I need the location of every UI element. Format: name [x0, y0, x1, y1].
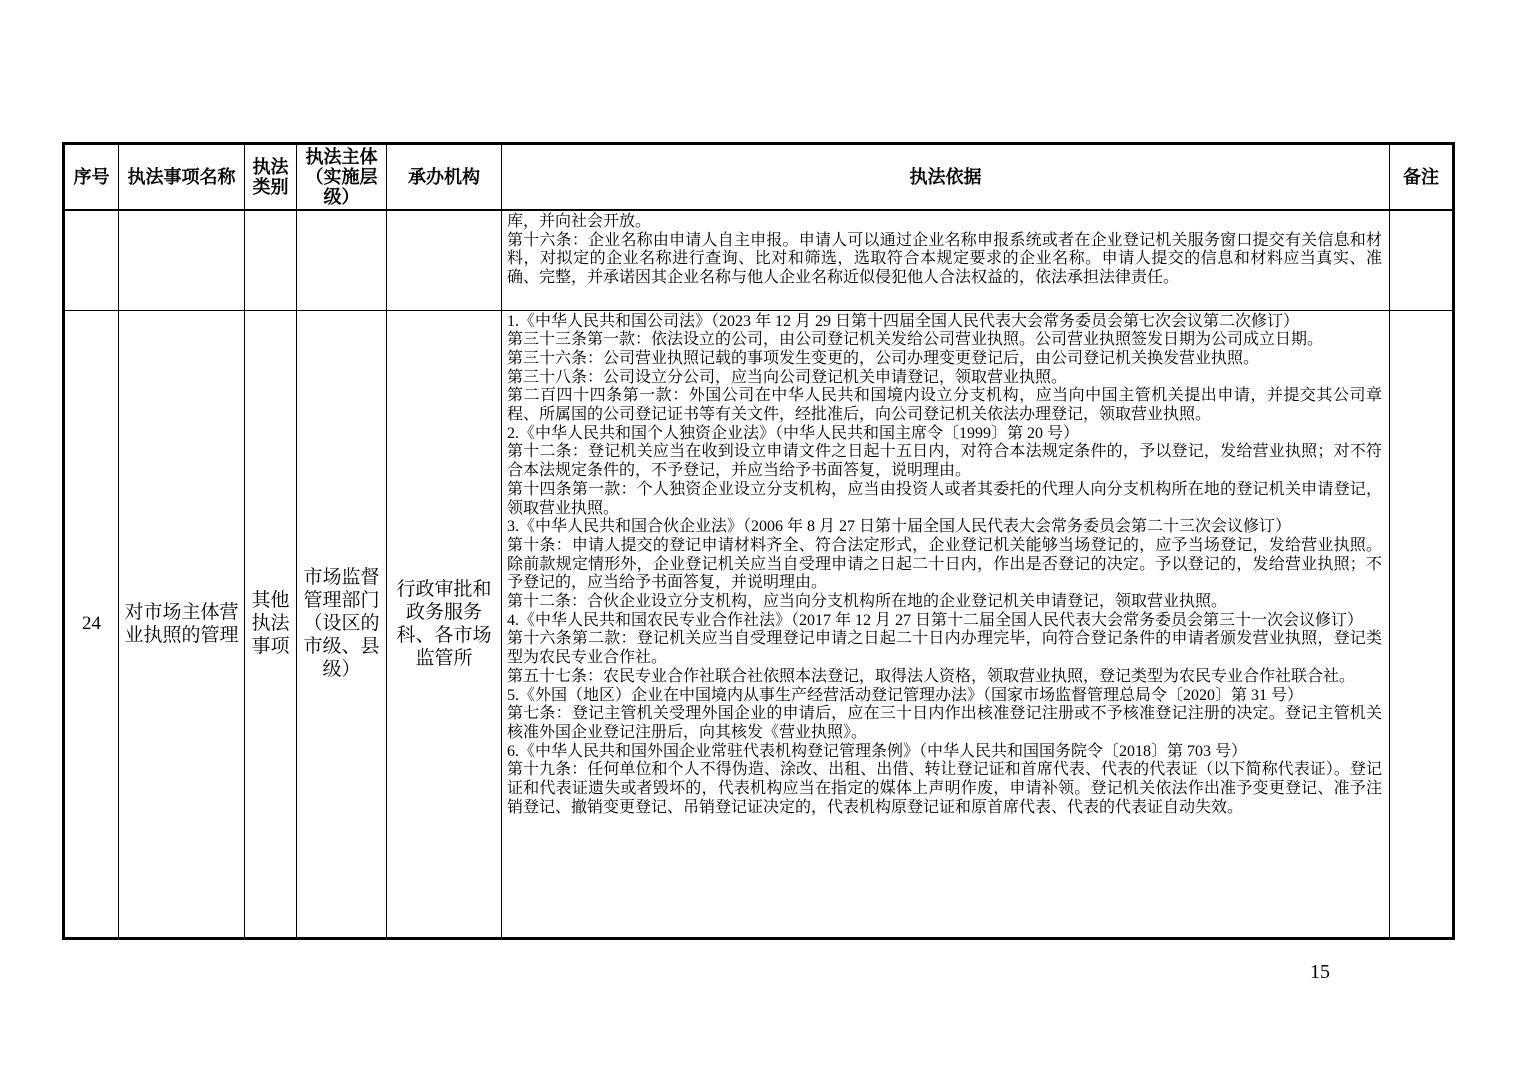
basis-paragraph: 第七条：登记主管机关受理外国企业的申请后，应在三十日内作出核准登记注册或不予核准登记注册的决定。登记主管机关核准外国企业登记注册后，向其核发《营业执照》。 [507, 705, 1382, 741]
basis-paragraph: 第三十八条：公司设立分公司，应当向公司登记机关申请登记，领取营业执照。 [507, 368, 1068, 386]
cell-item-name [119, 210, 245, 310]
cell-subject: 市场监督管理部门（设区的市级、县级） [297, 310, 387, 938]
basis-paragraph: 2.《中华人民共和国个人独资企业法》（中华人民共和国主席令〔1999〕第 20 号） [507, 424, 1080, 442]
col-header-category: 执法类别 [245, 144, 297, 211]
cell-category [245, 210, 297, 310]
cell-remark [1390, 310, 1454, 938]
cell-item-name: 对市场主体营业执照的管理 [119, 310, 245, 938]
basis-paragraphs [507, 313, 1382, 818]
basis-paragraph: 1.《中华人民共和国公司法》（2023 年 12 月 29 日第十四届全国人民代表大会常务委员会第七次会议第二次修订） [507, 312, 1300, 330]
basis-paragraph: 第三十六条：公司营业执照记载的事项发生变更的，公司办理变更登记后，由公司登记机关换发营业执照。 [507, 349, 1260, 367]
col-header-item-name: 执法事项名称 [119, 144, 245, 211]
col-header-agency: 承办机构 [387, 144, 502, 211]
cell-seq: 24 [64, 310, 119, 938]
page-number: 15 [1310, 961, 1330, 983]
basis-paragraph: 库，并向社会开放。 [507, 213, 652, 230]
basis-paragraph: 第十四条第一款：个人独资企业设立分支机构，应当由投资人或者其委托的代理人向分支机构所在地的登记机关申请登记，领取营业执照。 [507, 480, 1382, 517]
basis-paragraph: 第十二条：登记机关应当在收到设立申请文件之日起十五日内，对符合本法规定条件的，予以登记，发给营业执照；对不符合本法规定条件的，不予登记，并应当给予书面答复，说明理由。 [507, 443, 1382, 480]
table-header-row [64, 144, 1454, 211]
basis-paragraph: 第十条：申请人提交的登记申请材料齐全、符合法定形式，企业登记机关能够当场登记的，应予当场登记，发给营业执照。除前款规定情形外，企业登记机关应当自受理申请之日起二十日内，作出是否登记的决定。予以登记的，发给营业执照；不予登记的，应当给予书面答复，并说明理由。 [507, 536, 1382, 592]
cell-category: 其他执法事项 [245, 310, 297, 938]
basis-paragraph: 第二百四十四条第一款：外国公司在中华人民共和国境内设立分支机构，应当向中国主管机关提出申请，并提交其公司章程、所属国的公司登记证书等有关文件，经批准后，向公司登记机关依法办理登记，领取营业执照。 [507, 387, 1382, 424]
basis-paragraph: 第十六条第二款：登记机关应当自受理登记申请之日起二十日内办理完毕，向符合登记条件的申请者颁发营业执照，登记类型为农民专业合作社。 [507, 630, 1382, 667]
basis-paragraph: 6.《中华人民共和国外国企业常驻代表机构登记管理条例》（中华人民共和国国务院令〔2018〕第 703 号） [507, 742, 1248, 760]
table-row-24 [64, 310, 1454, 938]
cell-basis [502, 210, 1390, 310]
basis-paragraph: 4.《中华人民共和国农民专业合作社法》（2017 年 12 月 27 日第十二届全国人民代表大会常务委员会第三十一次会议修订） [507, 611, 1364, 629]
enforcement-items-table [62, 142, 1455, 940]
cell-remark [1390, 210, 1454, 310]
col-header-basis: 执法依据 [502, 144, 1390, 211]
basis-paragraph: 第十九条：任何单位和个人不得伪造、涂改、出租、出借、转让登记证和首席代表、代表的代表证（以下简称代表证）。登记证和代表证遗失或者毁坏的，代表机构应当在指定的媒体上声明作废，申请补领。登记机关依法作出准予变更登记、准予注销登记、撤销变更登记、吊销登记证决定的，代表机构原登记证和原首席代表、代表的代表证自动失效。 [507, 761, 1382, 816]
basis-paragraph: 第十二条：合伙企业设立分支机构，应当向分支机构所在地的企业登记机关申请登记，领取营业执照。 [507, 593, 1228, 611]
basis-paragraphs [507, 213, 1382, 288]
basis-paragraph: 第十六条：企业名称由申请人自主申报。申请人可以通过企业名称申报系统或者在企业登记机关服务窗口提交有关信息和材料，对拟定的企业名称进行查询、比对和筛选，选取符合本规定要求的企业名称。申请人提交的信息和材料应当真实、准确、完整，并承诺因其企业名称与他人企业名称近似侵犯他人合法权益的，依法承担法律责任。 [507, 231, 1382, 287]
basis-paragraph: 3.《中华人民共和国合伙企业法》（2006 年 8 月 27 日第十届全国人民代表大会常务委员会第二十三次会议修订） [507, 518, 1292, 536]
basis-paragraph: 第三十三条第一款：依法设立的公司，由公司登记机关发给公司营业执照。公司营业执照签发日期为公司成立日期。 [507, 331, 1324, 349]
cell-subject [297, 210, 387, 310]
col-header-remark: 备注 [1390, 144, 1454, 211]
cell-basis [502, 310, 1390, 938]
cell-agency: 行政审批和政务服务科、各市场监管所 [387, 310, 502, 938]
col-header-seq: 序号 [64, 144, 119, 211]
basis-paragraph: 5.《外国（地区）企业在中国境内从事生产经营活动登记管理办法》（国家市场监督管理总局令〔2020〕第 31 号） [507, 686, 1304, 704]
basis-paragraph: 第五十七条：农民专业合作社联合社依照本法登记，取得法人资格，领取营业执照，登记类型为农民专业合作社联合社。 [507, 667, 1356, 685]
cell-agency [387, 210, 502, 310]
cell-seq [64, 210, 119, 310]
col-header-subject: 执法主体（实施层级） [297, 144, 387, 211]
table-row-continuation [64, 210, 1454, 310]
